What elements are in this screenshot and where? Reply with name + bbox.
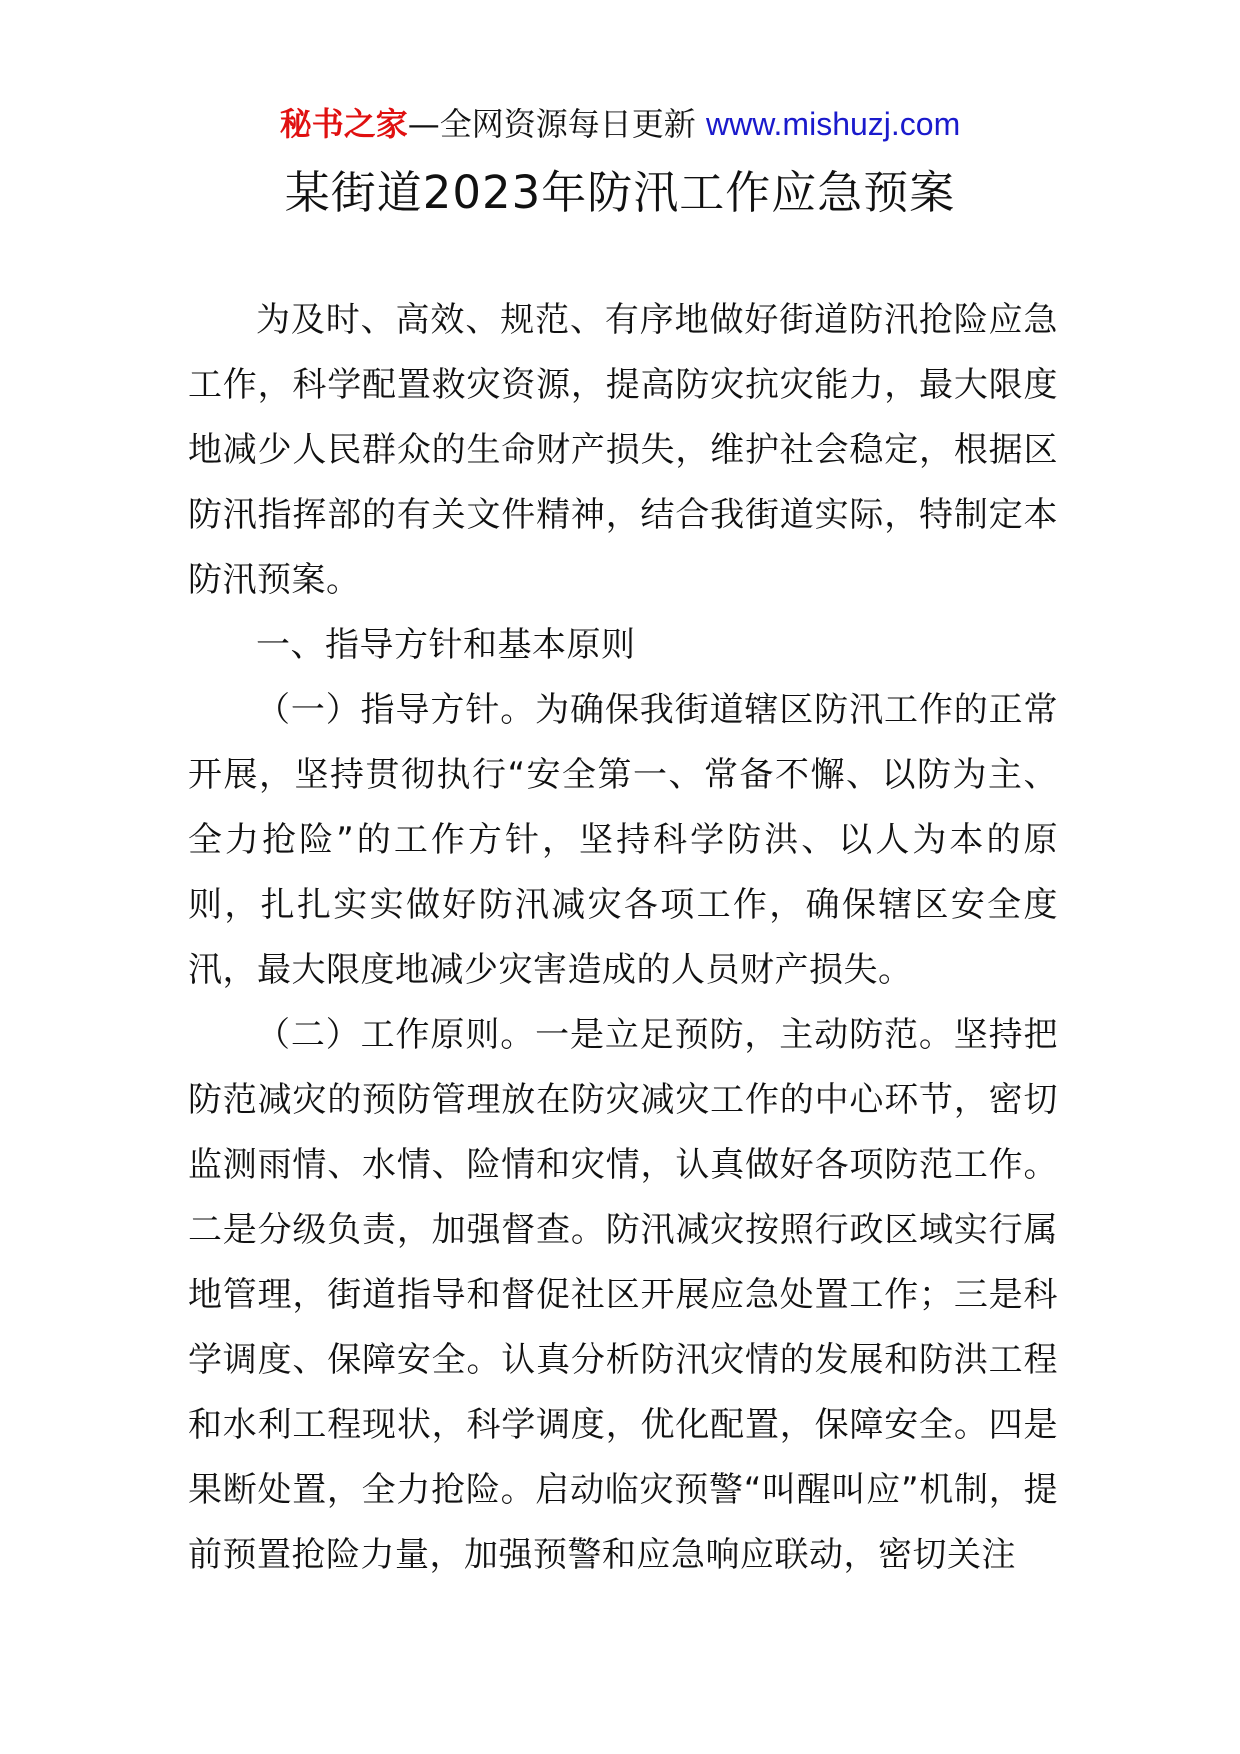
site-brand: 秘书之家 [279, 105, 408, 143]
working-principles-paragraph: （二）工作原则。一是立足预防，主动防范。坚持把防范减灾的预防管理放在防灾减灾工作的中心环节，密切监测雨情、水情、险情和灾情，认真做好各项防范工作。二是分级负责，加强督查。防汛减灾按照行政区域实行属地管理，街道指导和督促社区开展应急处置工作；三是科学调度、保障安全。认真分析防汛灾情的发展和防洪工程和水利工程现状，科学调度，优化配置，保障安全。四是果断处置，全力抢险。启动临灾预警“叫醒叫应”机制，提前预置抢险力量，加强预警和应急响应联动，密切关注 [188, 1015, 1058, 1575]
site-tagline: —全网资源每日更新 [407, 105, 696, 143]
site-header [0, 98, 1240, 150]
document-title: 某街道2023年防汛工作应急预案 [284, 166, 956, 219]
section-heading: 一、指导方针和基本原则 [256, 625, 636, 665]
site-url-link[interactable]: www.mishuzj.com [705, 106, 961, 142]
intro-paragraph: 为及时、高效、规范、有序地做好街道防汛抢险应急工作，科学配置救灾资源，提高防灾抗灾能力，最大限度地减少人民群众的生命财产损失，维护社会稳定，根据区防汛指挥部的有关文件精神，结合我街道实际，特制定本防汛预案。 [188, 300, 1058, 600]
document-body [188, 288, 1058, 1588]
guiding-policy-paragraph: （一）指导方针。为确保我街道辖区防汛工作的正常开展，坚持贯彻执行“安全第一、常备不懈、以防为主、全力抢险”的工作方针，坚持科学防洪、以人为本的原则，扎扎实实做好防汛减灾各项工作，确保辖区安全度汛，最大限度地减少灾害造成的人员财产损失。 [188, 690, 1058, 990]
